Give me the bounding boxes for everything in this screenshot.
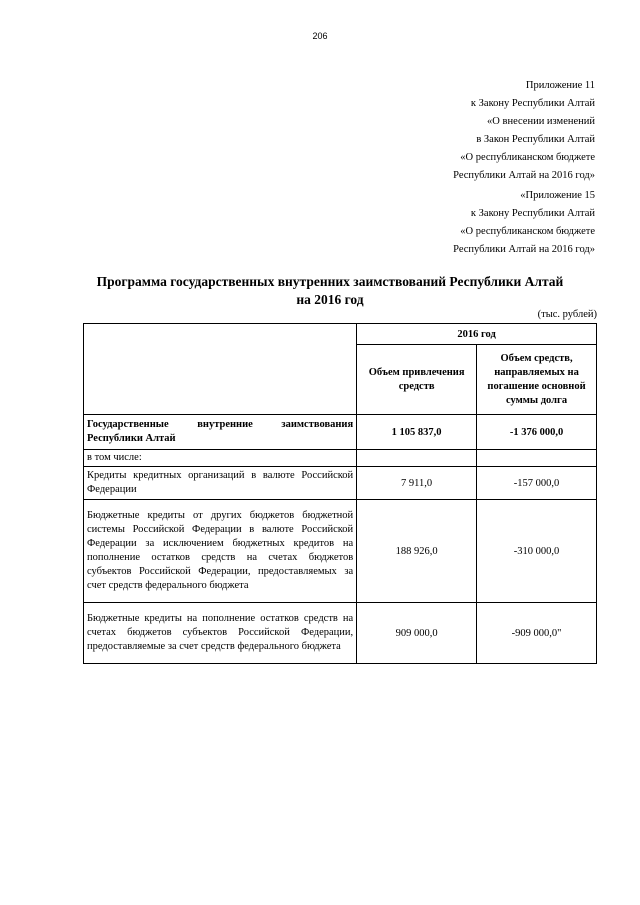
row-name: Кредиты кредитных организаций в валюте Российской Федерации <box>84 467 357 500</box>
borrowing-program-table <box>83 323 597 664</box>
row-repay-value <box>477 450 597 467</box>
appendix-reference <box>453 77 595 185</box>
document-title <box>60 273 600 309</box>
units-note: (тыс. рублей) <box>537 309 597 320</box>
table-header-row <box>84 324 597 345</box>
appendix-line: «О внесении изменений <box>487 116 595 127</box>
row-attract-value: 909 000,0 <box>357 603 477 664</box>
row-name: Государственные внутренние заимствования Республики Алтай <box>84 415 357 450</box>
appendix-line: Приложение 11 <box>525 80 595 91</box>
table-row <box>84 467 597 500</box>
table-row <box>84 603 597 664</box>
title-line: Программа государственных внутренних заимствований Республики Алтай <box>96 274 564 289</box>
row-repay-value: -909 000,0" <box>477 603 597 664</box>
appendix-line: «Приложение 15 <box>520 190 595 201</box>
table-row <box>84 415 597 450</box>
repayment-column-header: Объем средств, направляемых на погашение основной суммы долга <box>477 345 597 415</box>
appendix-line: Республики Алтай на 2016 год» <box>453 170 595 181</box>
row-name: Бюджетные кредиты на пополнение остатков средств на счетах бюджетов субъектов Российской Федерации, предоставляемые за счет средств федерального бюджета <box>84 603 357 664</box>
row-repay-value: -157 000,0 <box>477 467 597 500</box>
appendix-line: к Закону Республики Алтай <box>470 208 595 219</box>
appendix-line: в Закон Республики Алтай <box>476 134 595 145</box>
table-row <box>84 500 597 603</box>
row-name: в том числе: <box>84 450 357 467</box>
appendix-line: Республики Алтай на 2016 год» <box>453 244 595 255</box>
row-attract-value <box>357 450 477 467</box>
title-line: на 2016 год <box>296 292 364 307</box>
row-name: Бюджетные кредиты от других бюджетов бюджетной системы Российской Федерации в валюте Российской Федерации за исключением бюджетных кредитов на пополнение остатков средств на счетах бюджетов субъектов Российской Федерации, предоставляемых за счет средств федерального бюджета <box>84 500 357 603</box>
header-blank-cell <box>84 324 357 415</box>
appendix-line: «О республиканском бюджете <box>460 226 595 237</box>
row-attract-value: 1 105 837,0 <box>357 415 477 450</box>
attraction-column-header: Объем привлечения средств <box>357 345 477 415</box>
row-repay-value: -1 376 000,0 <box>477 415 597 450</box>
appendix-line: «О республиканском бюджете <box>460 152 595 163</box>
row-repay-value: -310 000,0 <box>477 500 597 603</box>
page-number: 206 <box>312 31 328 41</box>
year-header: 2016 год <box>357 324 597 345</box>
appendix-reference-original <box>453 187 595 259</box>
row-attract-value: 7 911,0 <box>357 467 477 500</box>
appendix-line: к Закону Республики Алтай <box>470 98 595 109</box>
row-attract-value: 188 926,0 <box>357 500 477 603</box>
table-row <box>84 450 597 467</box>
